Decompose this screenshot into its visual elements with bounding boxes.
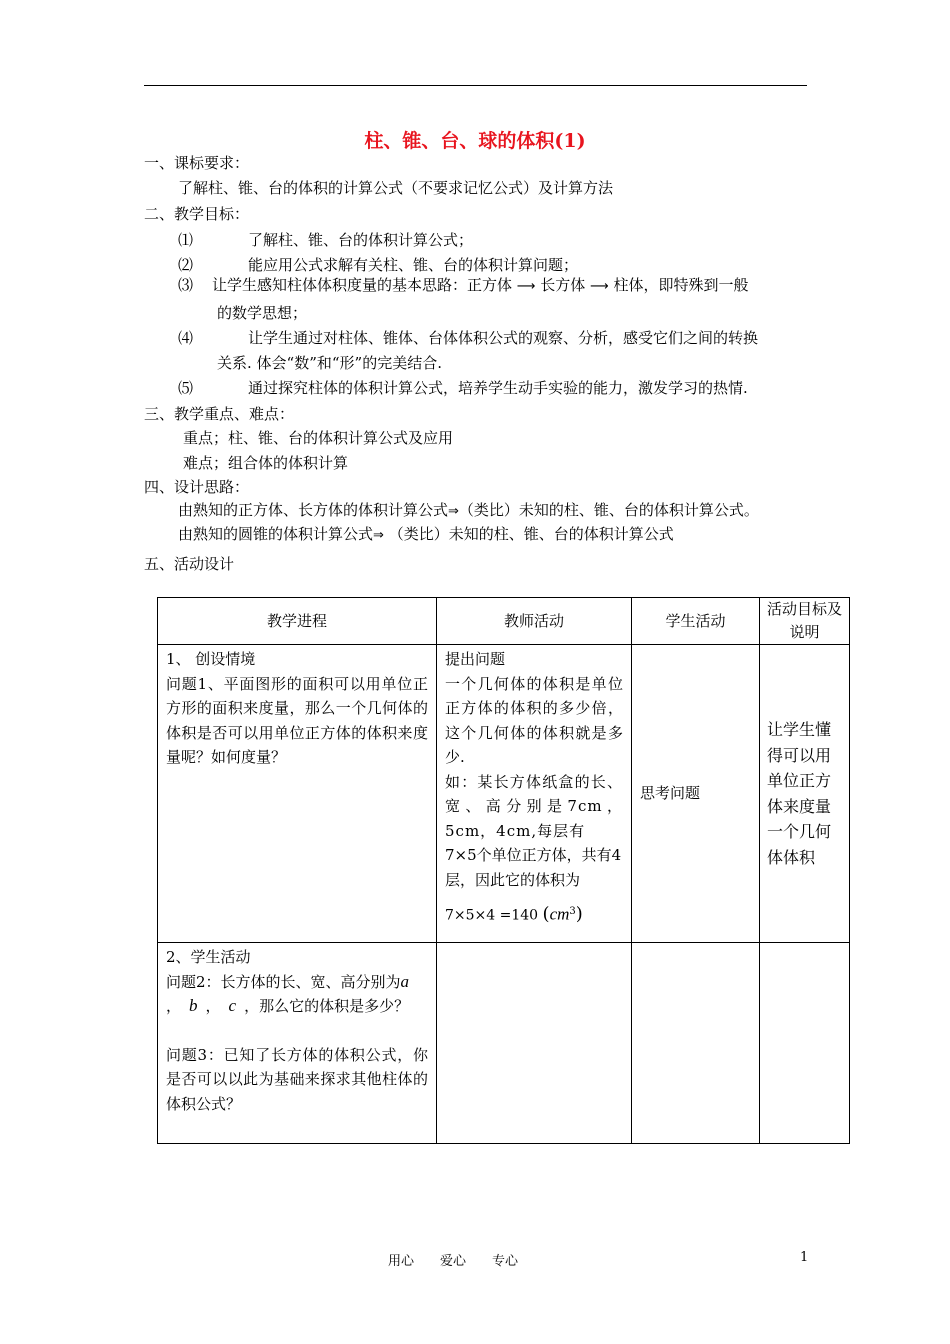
design-line-1-b: （类比）未知的柱、锥、台的体积计算公式。 [458, 501, 759, 519]
row2-teacher [437, 943, 632, 1144]
goal-3-num: ⑶ [178, 276, 194, 294]
formula-exponent: 3 [569, 906, 576, 917]
goal-3-text-a: 让学生感知柱体体积度量的基本思路：正方体 [212, 276, 513, 294]
goal-5-num: ⑸ [178, 379, 194, 397]
implies-arrow-icon: ⇒ [373, 528, 384, 543]
row2-question-2-cont: ， b ， c ，那么它的体积是多少？ [166, 996, 410, 1015]
goal-3-text-b: 长方体 [540, 276, 586, 294]
section-4-heading: 四、设计思路： [144, 478, 250, 496]
header-teacher: 教师活动 [437, 598, 632, 645]
row2-student [632, 943, 760, 1144]
goal-5-text: 通过探究柱体的体积计算公式，培养学生动手实验的能力，激发学习的热情. [248, 379, 748, 397]
table-row [158, 645, 850, 943]
goal-2-num: ⑵ [178, 256, 194, 274]
design-line-1 [178, 499, 759, 520]
design-line-1-a: 由熟知的正方体、长方体的体积计算公式 [178, 501, 449, 519]
row2-stage [158, 943, 437, 1144]
goal-4-cont: 关系. 体会“数”和“形”的完美结合. [217, 354, 442, 372]
goal-1-num: ⑴ [178, 231, 194, 249]
goal-2-text: 能应用公式求解有关柱、锥、台的体积计算问题； [248, 256, 579, 274]
var-c: c [228, 996, 237, 1015]
header-goal: 活动目标及说明 [760, 598, 850, 645]
goal-4-num: ⑷ [178, 329, 194, 347]
section-2-heading: 二、教学目标： [144, 205, 250, 223]
row1-stage [158, 645, 437, 943]
key-point: 重点；柱、锥、台的体积计算公式及应用 [183, 429, 454, 447]
table-header-row [158, 598, 850, 645]
row2-goal [760, 943, 850, 1144]
row1-student: 思考问题 [632, 645, 760, 943]
right-arrow-icon: ⟶ [590, 279, 609, 294]
q2-text-b: ，那么它的体积是多少？ [244, 997, 410, 1015]
activity-table [157, 597, 850, 1144]
row2-stage-title: 2、学生活动 [166, 948, 251, 966]
goal-3-text [212, 274, 748, 295]
goal-3-text-c: 柱体，即特殊到一般 [613, 276, 749, 294]
var-a: a [400, 971, 410, 991]
goal-1-text: 了解柱、锥、台的体积计算公式； [248, 231, 474, 249]
design-line-2 [178, 523, 674, 544]
row1-stage-text: 问题1、平面图形的面积可以用单位正方形的面积来度量，那么一个几何体的体积是否可以用单位正方体的体积来度量呢？如何度量？ [166, 674, 428, 766]
design-line-2-b: （类比）未知的柱、锥、台的体积计算公式 [383, 525, 674, 543]
q2-text-a: 问题2：长方体的长、宽、高分别为 [166, 972, 401, 991]
right-arrow-icon: ⟶ [516, 279, 536, 294]
header-rule [144, 85, 807, 86]
expr-7x5: 7×5 [445, 846, 477, 864]
var-b: b [189, 996, 198, 1015]
page-number: 1 [800, 1250, 809, 1265]
section-1-text: 了解柱、锥、台的体积的计算公式（不要求记忆公式）及计算方法 [178, 179, 614, 197]
row1-teacher-example-2-text: 个单位正方体，共有4层，因此它的体积为 [445, 846, 622, 889]
goal-4-text: 让学生通过对柱体、锥体、台体体积公式的观察、分析，感受它们之间的转换 [248, 329, 759, 347]
footer-motto: 用心 爱心 专心 [388, 1254, 519, 1269]
implies-arrow-icon: ⇒ [448, 504, 459, 519]
row1-teacher-example: 如：某长方体纸盒的长、宽、高分别是7cm，5cm，4cm,每层有 [445, 772, 623, 840]
row1-teacher [437, 645, 632, 943]
formula-value: 7×5×4 =140 [445, 907, 539, 924]
header-stage: 教学进程 [158, 598, 437, 645]
header-student: 学生活动 [632, 598, 760, 645]
row1-stage-title: 1、 创设情境 [166, 650, 256, 668]
row1-teacher-text: 一个几何体的体积是单位正方体的体积的多少倍，这个几何体的体积就是多少. [445, 674, 623, 766]
row1-teacher-title: 提出问题 [445, 650, 506, 668]
table-row [158, 943, 850, 1144]
section-1-heading: 一、课标要求： [144, 154, 250, 172]
row2-question-2 [166, 970, 428, 995]
formula-unit: cm [549, 904, 570, 924]
difficult-point: 难点；组合体的体积计算 [183, 454, 349, 472]
section-5-heading: 五、活动设计 [144, 555, 235, 573]
volume-formula: 7×5×4 =140 $(cm^3)$ [445, 903, 583, 925]
design-line-2-a: 由熟知的圆锥的体积计算公式 [178, 525, 374, 543]
row2-question-3: 问题3：已知了长方体的体积公式，你是否可以以此为基础来探求其他柱体的体积公式？ [166, 1045, 428, 1113]
page-title: 柱、锥、台、球的体积(1) [364, 130, 586, 152]
row1-teacher-example-2 [445, 843, 623, 892]
goal-3-cont: 的数学思想； [217, 304, 308, 322]
row1-goal: 让学生懂得可以用单位正方体来度量一个几何体体积 [760, 645, 850, 943]
section-3-heading: 三、教学重点、难点： [144, 405, 295, 423]
